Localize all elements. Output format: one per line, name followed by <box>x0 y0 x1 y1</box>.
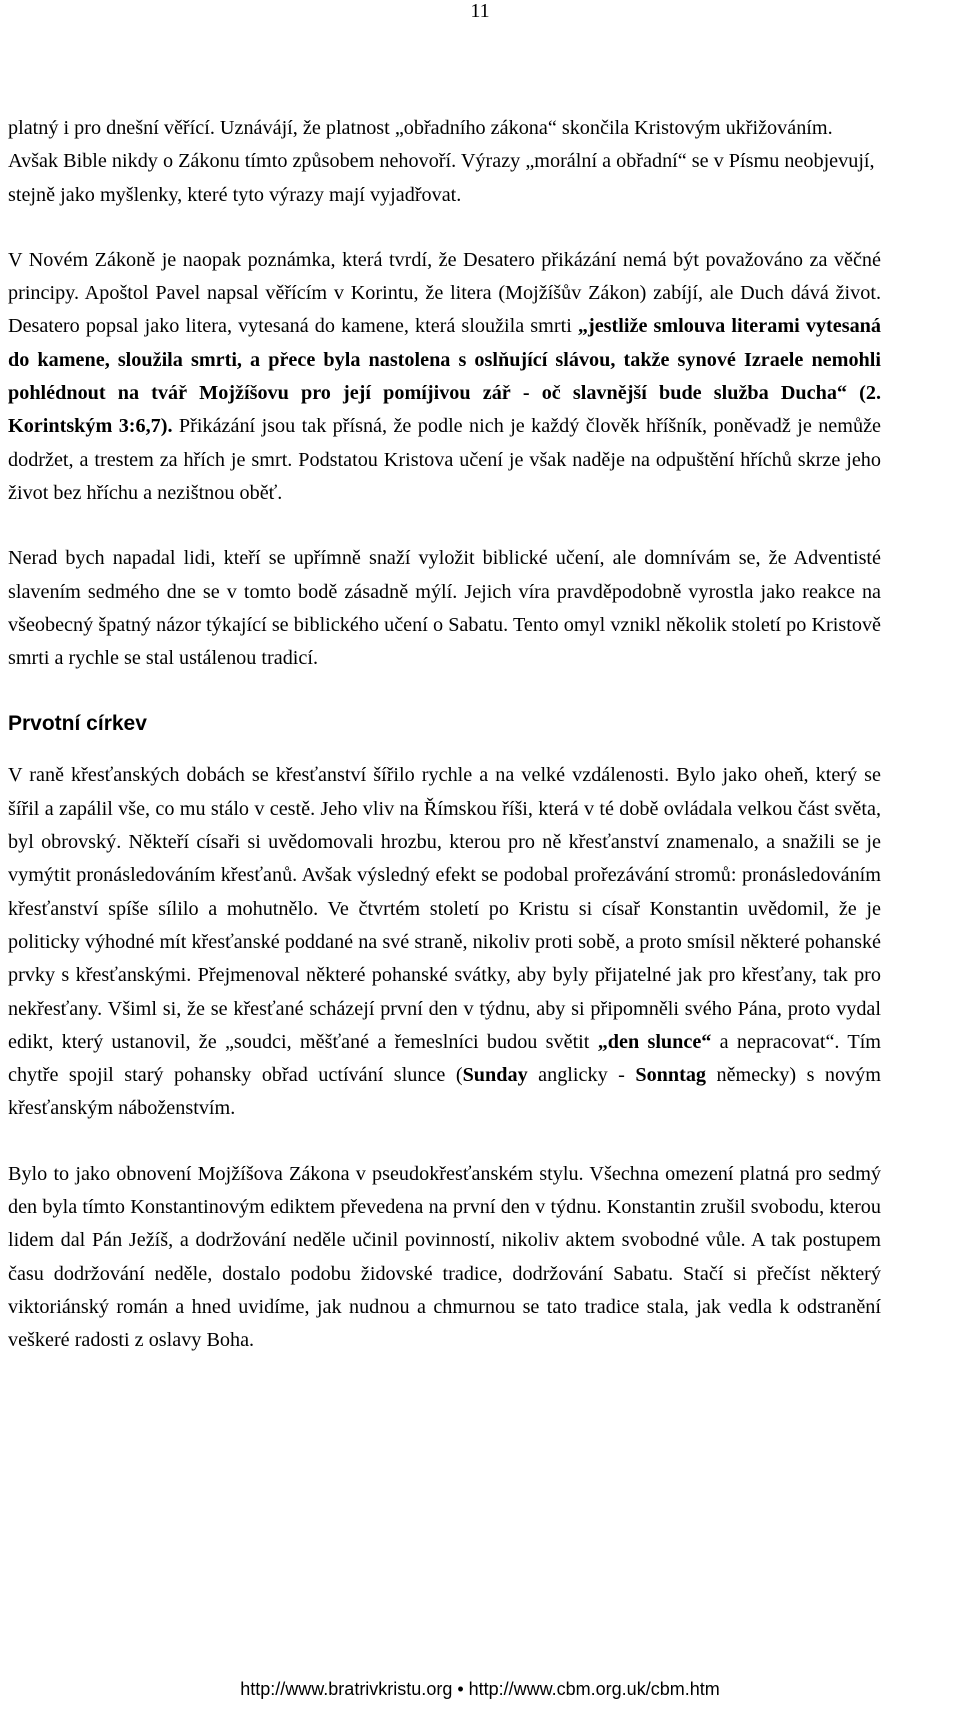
section-heading: Prvotní církev <box>8 712 147 736</box>
quote-day-of-sun: „den slunce“ <box>597 1030 712 1053</box>
paragraph-1 <box>8 112 881 212</box>
word-sonntag: Sonntag <box>635 1064 707 1087</box>
paragraph-5 <box>8 1158 881 1358</box>
page-number: 11 <box>470 0 490 22</box>
word-sunday: Sunday <box>462 1064 528 1087</box>
paragraph-4-text-a: V raně křesťanských dobách se křesťanství šířilo rychle a na velké vzdálenosti. Bylo jako oheň, který se šířil a zapálil vše, co mu stálo v cestě. Jeho vliv na Římskou říši, která v té době ovládala velkou část světa, byl obrovský. Někteří císaři si uvědomovali hrozbu, kterou pro ně křesťanství znamenalo, a snažili se je vymýtit pronásledováním křesťanů. Avšak výsledný efekt se podobal prořezávání stromů: pronásledováním křesťanství spíše sílilo a mohutnělo. Ve čtvrtém století po Kristu si císař Konstantin uvědomil, že je politicky výhodné mít křesťanské poddané na své straně, nikoliv proti sobě, a proto smísil některé pohanské prvky s křesťanskými. Přejmenoval některé pohanské svátky, aby byly přijatelné jak pro křesťany, tak pro nekřesťany. Všiml si, že se křesťané scházejí první den v týdnu, aby si připomněli svého Pána, proto vydal edikt, který ustanovil, že „soudci, měšťané a řemeslníci budou světit <box>8 764 881 1053</box>
document-body <box>8 112 881 1358</box>
footer-links: http://www.bratrivkristu.org • http://www.cbm.org.uk/cbm.htm <box>240 1679 720 1699</box>
paragraph-3 <box>8 542 881 675</box>
paragraph-4 <box>8 759 881 1125</box>
paragraph-2-text-b: Přikázání jsou tak přísná, že podle nich je každý člověk hříšník, poněvadž je nemůže dodržet, a trestem za hřích je smrt. Podstatou Kristova učení je však naděje na odpuštění hříchů skrze jeho život bez hříchu a nezištnou oběť. <box>8 415 881 504</box>
paragraph-3-text: Nerad bych napadal lidi, kteří se upřímně snaží vyložit biblické učení, ale domnívám se, že Adventisté slavením sedmého dne se v tomto bodě zásadně mýlí. Jejich víra pravděpodobně vyrostla jako reakce na všeobecný špatný názor týkající se biblického učení o Sabatu. Tento omyl vznikl několik století po Kristově smrti a rychle se stal ustálenou tradicí. <box>8 547 881 670</box>
paragraph-4-text-d: německy) s novým křesťanským náboženstvím. <box>8 1064 881 1120</box>
paragraph-4-text-c: anglicky - <box>527 1064 636 1087</box>
paragraph-5-text: Bylo to jako obnovení Mojžíšova Zákona v pseudokřesťanském stylu. Všechna omezení platná pro sedmý den byla tímto Konstantinovým ediktem převedena na první den v týdnu. Konstantin zrušil svobodu, kterou lidem dal Pán Ježíš, a dodržování neděle učinil povinností, nikoliv aktem svobodné vůle. A tak postupem času dodržování neděle, dostalo podobu židovské tradice, dodržování Sabatu. Stačí si přečíst některý viktoriánský román a hned uvidíme, jak nudnou a chmurnou se tato tradice stala, jak vedla k odstranění veškeré radosti z oslavy Boha. <box>8 1162 881 1352</box>
paragraph-4-text-b: a nepracovat“. Tím chytře spojil starý pohansky obřad uctívání slunce ( <box>8 1030 882 1087</box>
bible-quote-2-corinthians: „jestliže smlouva literami vytesaná do kamene, sloužila smrti, a přece byla nastolena s oslňující slávou, takže synové Izraele nemohli pohlédnout na tvář Mojžíšovu pro její pomíjivou zář - oč slavnější bude služba Ducha“ (2. Korintským 3:6,7). <box>8 315 881 438</box>
paragraph-1-text: platný i pro dnešní věřící. Uznávájí, že platnost „obřadního zákona“ skončila Kristovým ukřižováním. Avšak Bible nikdy o Zákonu tímto způsobem nehovoří. Výrazy „morální a obřadní“ se v Písmu neobjevují, stejně jako myšlenky, které tyto výrazy mají vyjadřovat. <box>8 117 875 206</box>
paragraph-2-text-a: V Novém Zákoně je naopak poznámka, která tvrdí, že Desatero přikázání nemá být považováno za věčné principy. Apoštol Pavel napsal věřícím v Korintu, že litera (Mojžíšův Zákon) zabíjí, ale Duch dává život. Desatero popsal jako litera, vytesaná do kamene, která sloužila smrti <box>8 248 881 338</box>
paragraph-2 <box>8 244 881 510</box>
